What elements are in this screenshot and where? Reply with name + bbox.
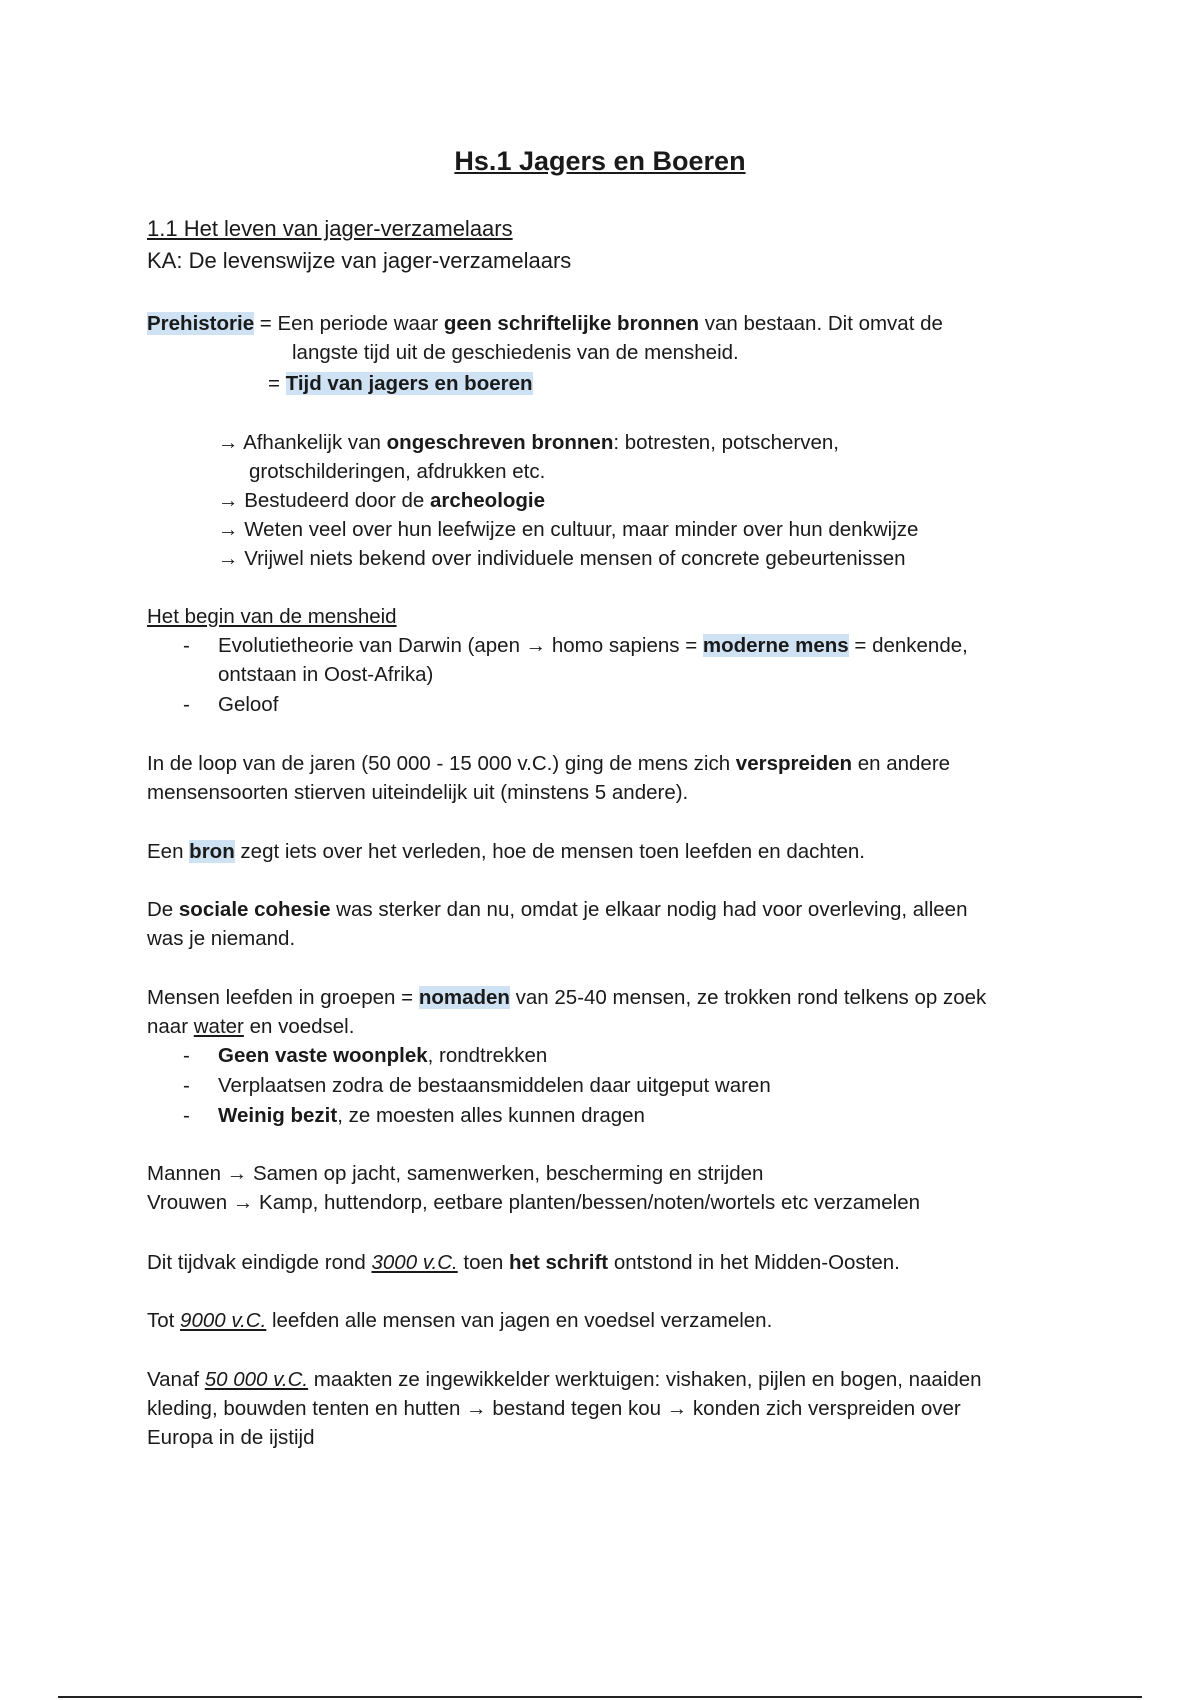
begin-item-1	[218, 632, 968, 660]
paragraph-werktuigen-cont: kleding, bouwden tenten en hutten → bestand tegen kou → konden zich verspreiden over	[147, 1397, 961, 1420]
text-span: was sterker dan nu, omdat je elkaar nodig had voor overleving, alleen	[330, 898, 968, 921]
paragraph-cohesie-cont: was je niemand.	[147, 927, 296, 950]
paragraph-bron	[147, 838, 865, 866]
nomaden-item-1	[218, 1042, 547, 1070]
arrow-item-4: → Vrijwel niets bekend over individuele mensen of concrete gebeurtenissen	[218, 547, 906, 570]
arrow-item-3: → Weten veel over hun leefwijze en cultuur, maar minder over hun denkwijze	[218, 518, 919, 541]
text-span: Vanaf	[147, 1368, 205, 1391]
text-span: toen	[457, 1251, 510, 1274]
text-span: Dit tijdvak eindigde rond	[147, 1251, 372, 1274]
begin-item-2: Geloof	[218, 693, 279, 716]
prehistorie-alt	[268, 370, 533, 398]
equals-sign: =	[268, 372, 286, 395]
text-span: In de loop van de jaren (50 000 - 15 000 v.C.) ging de mens zich	[147, 752, 736, 775]
text-span: leefden alle mensen van jagen en voedsel verzamelen.	[266, 1309, 773, 1332]
paragraph-werktuigen-cont2: Europa in de ijstijd	[147, 1426, 315, 1449]
text-span: Mensen leefden in groepen =	[147, 986, 419, 1009]
paragraph-spread-cont: mensensoorten stierven uiteindelijk uit (minstens 5 andere).	[147, 781, 689, 804]
paragraph-nomaden-cont	[147, 1013, 354, 1041]
arrow-item-1-cont: grotschilderingen, afdrukken etc.	[249, 460, 546, 483]
paragraph-schrift	[147, 1249, 900, 1277]
text-span: van 25-40 mensen, ze trokken rond telkens op zoek	[509, 986, 987, 1009]
bold-term: archeologie	[429, 489, 546, 512]
bold-term: het schrift	[509, 1251, 609, 1274]
date-term: 3000 v.C.	[371, 1251, 458, 1274]
paragraph-vrouwen: Vrouwen → Kamp, huttendorp, eetbare planten/bessen/noten/wortels etc verzamelen	[147, 1191, 921, 1214]
prehistorie-definition	[147, 310, 943, 338]
paragraph-werktuigen	[147, 1366, 982, 1394]
list-dash: -	[183, 693, 190, 716]
list-dash: -	[183, 1044, 190, 1067]
paragraph-9000	[147, 1307, 772, 1335]
text-span: Een	[147, 840, 190, 863]
prehistorie-term: Prehistorie	[147, 312, 255, 335]
text-span: zegt iets over het verleden, hoe de mensen toen leefden en dachten.	[234, 840, 865, 863]
section-heading: 1.1 Het leven van jager-verzamelaars	[147, 216, 513, 241]
text-span: , rondtrekken	[427, 1044, 548, 1067]
bold-term: sociale cohesie	[178, 898, 331, 921]
text-span: Tot	[147, 1309, 181, 1332]
date-term: 50 000 v.C.	[204, 1368, 309, 1391]
text-span: en andere	[852, 752, 951, 775]
arrow-item-2	[218, 487, 545, 515]
underlined-term: water	[193, 1015, 244, 1038]
nomaden-item-3	[218, 1102, 645, 1130]
paragraph-spread	[147, 750, 950, 778]
paragraph-mannen: Mannen → Samen op jacht, samenwerken, bescherming en strijden	[147, 1162, 764, 1185]
date-term: 9000 v.C.	[180, 1309, 267, 1332]
bold-term: geen schriftelijke bronnen	[443, 312, 700, 335]
text-span: ontstond in het Midden-Oosten.	[608, 1251, 900, 1274]
bold-term: verspreiden	[735, 752, 853, 775]
arrow-item-1	[218, 429, 839, 457]
equals-sign: =	[254, 312, 278, 335]
highlight-term: nomaden	[418, 986, 510, 1009]
text-span: → Afhankelijk van	[218, 431, 387, 454]
text-span: naar	[147, 1015, 194, 1038]
text-span: , ze moesten alles kunnen dragen	[337, 1104, 645, 1127]
prehistorie-definition-cont: langste tijd uit de geschiedenis van de mensheid.	[292, 341, 739, 364]
text-span: = denkende,	[848, 634, 968, 657]
text-span: van bestaan. Dit omvat de	[699, 312, 943, 335]
page-title: Hs.1 Jagers en Boeren	[454, 146, 746, 176]
text-span: De	[147, 898, 179, 921]
highlight-term: Tijd van jagers en boeren	[285, 372, 533, 395]
section-ka: KA: De levenswijze van jager-verzamelaars	[147, 248, 572, 273]
begin-item-1-cont: ontstaan in Oost-Afrika)	[218, 663, 434, 686]
text-span: → Bestudeerd door de	[218, 489, 430, 512]
bold-term: Weinig bezit	[218, 1104, 338, 1127]
bold-term: Geen vaste woonplek	[218, 1044, 428, 1067]
list-dash: -	[183, 634, 190, 657]
nomaden-item-2: Verplaatsen zodra de bestaansmiddelen daar uitgeput waren	[218, 1074, 771, 1097]
text-span: en voedsel.	[243, 1015, 355, 1038]
paragraph-cohesie	[147, 896, 967, 924]
bottom-rule	[58, 1696, 1142, 1698]
highlight-term: moderne mens	[702, 634, 849, 657]
text-span: maakten ze ingewikkelder werktuigen: vishaken, pijlen en bogen, naaiden	[308, 1368, 982, 1391]
list-dash: -	[183, 1104, 190, 1127]
highlight-term: bron	[189, 840, 235, 863]
paragraph-nomaden	[147, 984, 986, 1012]
begin-heading: Het begin van de mensheid	[147, 605, 397, 628]
text-span: Een periode waar	[277, 312, 444, 335]
text-span: Evolutietheorie van Darwin (apen → homo sapiens =	[218, 634, 703, 657]
text-span: : botresten, potscherven,	[613, 431, 839, 454]
bold-term: ongeschreven bronnen	[386, 431, 614, 454]
list-dash: -	[183, 1074, 190, 1097]
